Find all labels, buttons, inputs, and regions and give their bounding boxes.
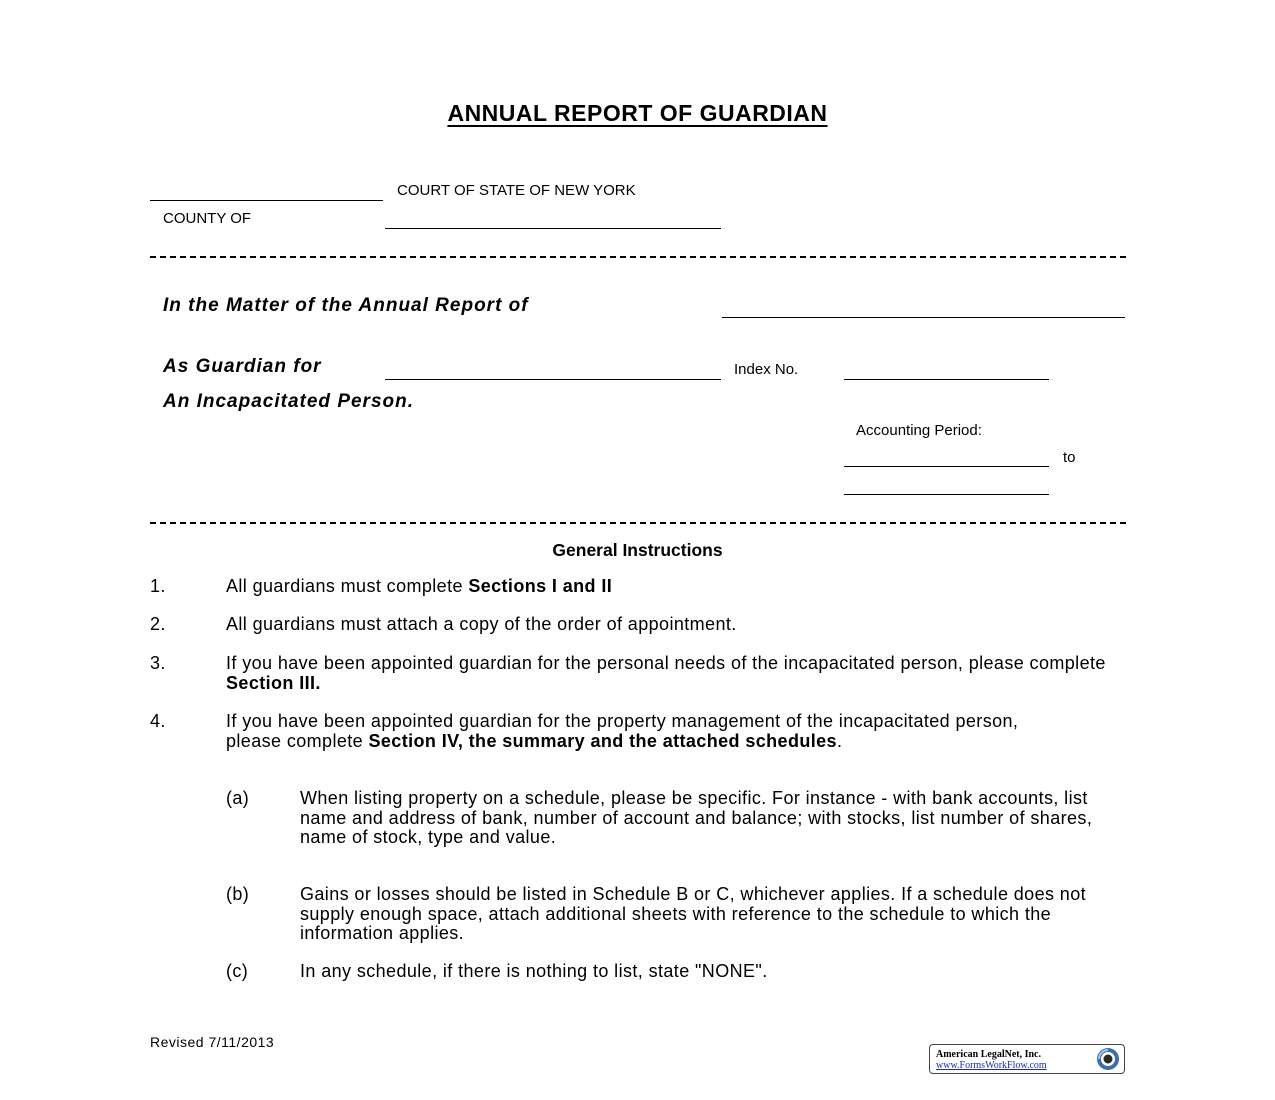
to-label: to <box>1063 449 1076 466</box>
instruction-item: If you have been appointed guardian for the personal needs of the incapacitated person, please complete Section III. <box>226 653 1106 693</box>
instruction-item: If you have been appointed guardian for the property management of the incapacitated person, please complete Section IV, the summary and the attached schedules. <box>226 711 1019 751</box>
sub-item-label: (c) <box>226 961 249 981</box>
guardian-name-field[interactable] <box>722 317 1125 318</box>
publisher-logo[interactable] <box>929 1044 1125 1074</box>
dashed-divider <box>150 256 1126 258</box>
item-number: 3. <box>150 653 166 673</box>
accounting-period-label: Accounting Period: <box>856 422 982 439</box>
county-field[interactable] <box>385 228 721 229</box>
sub-item-text: When listing property on a schedule, please be specific. For instance - with bank accounts, list name and address of bank, number of account and balance; with stocks, list number of shares, name of stock, type and value. <box>300 788 1093 847</box>
item-number: 1. <box>150 576 166 596</box>
instruction-item: All guardians must attach a copy of the order of appointment. <box>226 614 737 634</box>
logo-company-name: American LegalNet, Inc. <box>936 1049 1041 1060</box>
incapacitated-person-field[interactable] <box>385 379 721 380</box>
item-number: 4. <box>150 711 166 731</box>
incapacitated-label: An Incapacitated Person. <box>163 391 415 412</box>
index-number-field[interactable] <box>844 379 1049 380</box>
matter-label: In the Matter of the Annual Report of <box>163 295 529 316</box>
period-end-field[interactable] <box>844 494 1049 495</box>
page-title: ANNUAL REPORT OF GUARDIAN <box>447 100 828 126</box>
index-label: Index No. <box>734 361 799 378</box>
county-label: COUNTY OF <box>163 210 252 227</box>
dashed-divider <box>150 522 1126 524</box>
sub-item-label: (b) <box>226 884 250 904</box>
revised-date: Revised 7/11/2013 <box>150 1034 275 1050</box>
item-number: 2. <box>150 614 166 634</box>
guardian-for-label: As Guardian for <box>163 356 322 377</box>
sub-item-label: (a) <box>226 788 250 808</box>
instruction-item: All guardians must complete Sections I and II <box>226 576 613 596</box>
period-start-field[interactable] <box>844 466 1049 467</box>
logo-url-link[interactable]: www.FormsWorkFlow.com <box>936 1060 1047 1071</box>
court-label: COURT OF STATE OF NEW YORK <box>397 182 636 199</box>
sub-item-text: Gains or losses should be listed in Schedule B or C, whichever applies. If a schedule does not supply enough space, attach additional sheets with reference to the schedule to which the information applies. <box>300 884 1087 943</box>
globe-icon <box>1096 1047 1120 1071</box>
court-name-field[interactable] <box>150 200 383 201</box>
instructions-heading: General Instructions <box>552 540 723 560</box>
sub-item-text: In any schedule, if there is nothing to list, state "NONE". <box>300 961 768 981</box>
